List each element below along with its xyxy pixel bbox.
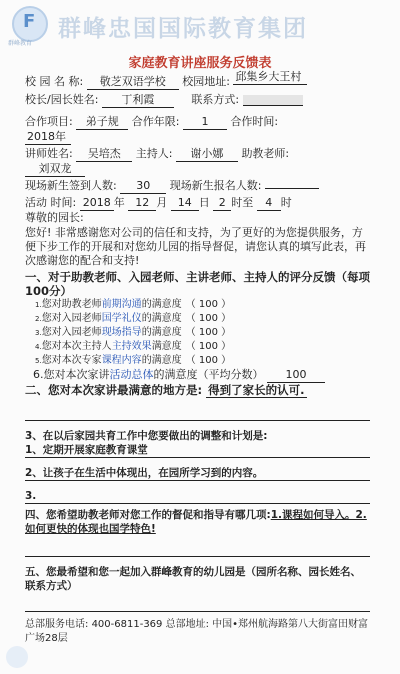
rating-text: 的满意度 bbox=[141, 355, 182, 366]
lecturer-value: 吴培杰 bbox=[76, 147, 132, 162]
cooperation-time-value: 2018年 bbox=[25, 130, 71, 145]
contact-value-redacted bbox=[243, 95, 303, 106]
rating-index: 1. bbox=[35, 301, 42, 309]
school-address-label: 校园地址: bbox=[182, 75, 230, 88]
overall-highlight: 活动总体 bbox=[109, 368, 154, 381]
blank-line bbox=[25, 597, 370, 612]
logo-subtitle: 群峰教育 bbox=[8, 40, 33, 47]
logo-mark-icon: F bbox=[23, 11, 36, 32]
rating-item bbox=[25, 354, 370, 368]
hq-address-label: 总部地址: bbox=[165, 619, 209, 630]
years-value: 1 bbox=[183, 115, 227, 130]
school-row bbox=[25, 70, 370, 90]
section-4-row bbox=[25, 508, 370, 536]
rating-score: （ 100 ） bbox=[185, 299, 232, 310]
form-title: 家庭教育讲座服务反馈表 bbox=[128, 56, 272, 71]
school-name-label: 校 园 名 称: bbox=[25, 75, 84, 88]
activity-start-hour: 2 bbox=[213, 196, 231, 211]
blank-line bbox=[25, 542, 370, 557]
rating-item bbox=[25, 298, 370, 312]
watermark-logo-icon bbox=[6, 646, 28, 668]
rating-text: 满意度 bbox=[151, 341, 182, 352]
activity-year: 2018 bbox=[80, 196, 114, 211]
plan-1: 1、定期开展家庭教育课堂 bbox=[25, 443, 370, 458]
rating-text: 的满意度 bbox=[141, 327, 182, 338]
section-4-heading: 四、您希望助教老师对您工作的督促和指导有哪几项: bbox=[25, 509, 271, 521]
form-body bbox=[25, 70, 370, 646]
rating-text: 的满意度 bbox=[141, 313, 182, 324]
overall-rating-row: 6.您对本次家讲活动总体的满意度（平均分数） 100 bbox=[25, 368, 370, 383]
section-2-answer: 得到了家长的认可. bbox=[208, 383, 305, 397]
section-4-answer: 1.课程如何导入。2.如何更快的体现也国学特色! bbox=[25, 509, 367, 535]
rating-text: 您对助教老师 bbox=[41, 299, 102, 310]
rating-highlight: 现场指导 bbox=[101, 327, 142, 338]
section-2-row bbox=[25, 383, 370, 398]
assistant-label: 助教老师: bbox=[241, 147, 290, 160]
plan-2: 2、让孩子在生活中体现出，在园所学习到的内容。 bbox=[25, 466, 370, 481]
cooperation-time-label: 合作时间: bbox=[230, 115, 279, 128]
rating-highlight: 课程内容 bbox=[101, 355, 142, 366]
rating-highlight: 国学礼仪 bbox=[101, 313, 142, 324]
host-label: 主持人: bbox=[135, 147, 173, 160]
rating-text: 的满意度 bbox=[141, 299, 182, 310]
hq-address-value: 中国•郑州航海路第八大街富田财富广场28层 bbox=[25, 619, 369, 644]
rating-score: （ 100 ） bbox=[185, 327, 232, 338]
overall-score: 100 bbox=[267, 368, 325, 383]
rating-score: （ 100 ） bbox=[185, 355, 232, 366]
rating-text: 您对本次主持人 bbox=[41, 341, 112, 352]
rating-text: 您对入园老师 bbox=[41, 313, 102, 324]
signed-count-value: 30 bbox=[120, 179, 166, 194]
rating-highlight: 主持效果 bbox=[111, 341, 152, 352]
staff-row bbox=[25, 147, 370, 162]
rating-score: （ 100 ） bbox=[185, 341, 232, 352]
intro-paragraph: 您好! 非常感谢您对公司的信任和支持，为了更好的为您提供服务，方便下步工作的开展和对您幼儿园的指导督促，请您认真的填写此表，再次感谢您的配合和支持! bbox=[25, 226, 366, 267]
activity-time-label: 活动 时间: bbox=[25, 196, 77, 209]
principal-value: 丁利霞 bbox=[102, 93, 174, 108]
assistant-value: 刘双龙 bbox=[25, 162, 85, 177]
principal-row bbox=[25, 93, 370, 108]
signup-row bbox=[25, 179, 370, 194]
rating-item bbox=[25, 340, 370, 354]
greeting: 尊敬的园长: bbox=[25, 211, 84, 224]
school-name-value: 敬芝双语学校 bbox=[87, 75, 179, 90]
plan-3: 3. bbox=[25, 489, 370, 504]
principal-label: 校长/园长姓名: bbox=[25, 93, 99, 106]
activity-month: 12 bbox=[128, 196, 156, 211]
host-value: 谢小娜 bbox=[176, 147, 238, 162]
registered-count-label: 现场新生报名人数: bbox=[169, 179, 262, 192]
brand-name: 群峰忠国国际教育集团 bbox=[58, 15, 308, 42]
signed-count-label: 现场新生签到人数: bbox=[25, 179, 117, 192]
phone-label: 总部服务电话: bbox=[25, 619, 89, 630]
activity-end-hour: 4 bbox=[257, 196, 281, 211]
letterhead bbox=[0, 0, 400, 46]
project-value: 弟子规 bbox=[76, 115, 128, 130]
cooperation-time-row bbox=[25, 130, 370, 145]
rating-index: 3. bbox=[35, 329, 42, 337]
contact-label: 联系方式: bbox=[191, 93, 240, 106]
footer-contact bbox=[25, 618, 370, 646]
lecturer-label: 讲师姓名: bbox=[25, 147, 73, 160]
section-3-heading: 3、在以后家园共育工作中您要做出的调整和计划是: bbox=[25, 430, 268, 442]
rating-highlight: 前期沟通 bbox=[101, 299, 142, 310]
phone-value: 400-6811-369 bbox=[91, 619, 163, 630]
section-5-heading: 五、您最希望和您一起加入群峰教育的幼儿园是（园所名称、园长姓名、联系方式） bbox=[25, 566, 361, 592]
cooperation-row bbox=[25, 115, 370, 130]
assistant-row bbox=[25, 162, 370, 177]
rating-item bbox=[25, 326, 370, 340]
section-2-heading: 二、您对本次家讲最满意的地方是: bbox=[25, 383, 203, 397]
rating-index: 5. bbox=[35, 357, 42, 365]
registered-count-value bbox=[265, 188, 319, 189]
activity-day: 14 bbox=[171, 196, 199, 211]
company-logo bbox=[12, 6, 48, 42]
activity-time-row: 活动 时间: 2018 年 12 月 14 日 2 时至 4 时 bbox=[25, 196, 292, 209]
rating-item bbox=[25, 312, 370, 326]
section-1-heading: 一、对于助教老师、入园老师、主讲老师、主持人的评分反馈（每项100分） bbox=[25, 270, 370, 298]
rating-index: 4. bbox=[35, 343, 42, 351]
rating-score: （ 100 ） bbox=[185, 313, 232, 324]
blank-line bbox=[25, 406, 370, 421]
years-label: 合作年限: bbox=[131, 115, 180, 128]
school-address-value: 邱集乡大王村 bbox=[233, 70, 307, 85]
project-label: 合作项目: bbox=[25, 115, 73, 128]
rating-text: 您对入园老师 bbox=[41, 327, 102, 338]
rating-items bbox=[25, 298, 370, 368]
rating-text: 您对本次专家 bbox=[41, 355, 102, 366]
rating-index: 2. bbox=[35, 315, 42, 323]
